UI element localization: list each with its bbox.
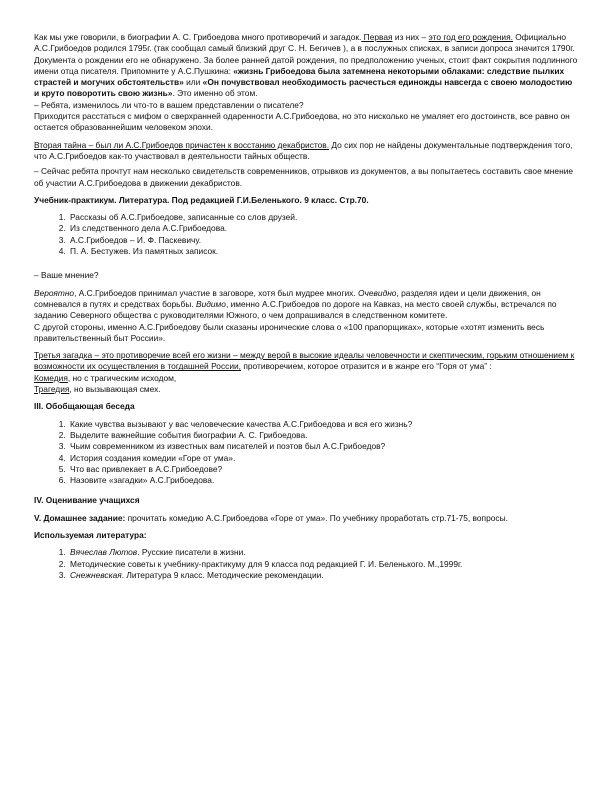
question-line: – Ребята, изменилось ли что-то в вашем представлении о писателе? [34,99,304,110]
pushkin-quote-1: «жизнь Грибоедова была затемнена некоторыми облаками: следствие пылких страстей и могучих обстоятельств» [34,65,565,88]
intro-text: Официально А.С.Грибоедов родился 1795г. (так сообщал самый близкий друг С. Н. Бегичев ), а в послужных списках, в записи допроса значится 1790г. Документа о рождении его не обнаружено. За более ранней датой рождения, по предположению ученых, стоит факт сокрытия подлинного имени отца писателя. Припомните у А.С.Пушкина: [34,32,578,76]
intro-first-label: Первая [361,32,393,42]
third-mystery-heading: Третья загадка – это противоречие всей его жизни – между верой в высокие идеалы человечности и скептическим, горьким отношением к возможности их осуществления в тогдашней России, [34,350,575,372]
section-heading: IV. Оценивание учащихся [34,495,140,506]
intro-paragraph [34,32,579,100]
list-item: 2. Выделите важнейшие события биографии А. С. Грибоедова. [68,430,579,441]
italic-word: Очевидно [358,287,397,298]
list-item [68,570,579,581]
list-item-text: . Русские писатели в жизни. [137,547,246,558]
third-mystery-paragraph [34,350,579,373]
literature-list [34,547,579,581]
paragraph-text: противоречием, которое отразится и в жанре его “Горя от ума” : [241,361,492,372]
genre-text: , но вызывающая смех. [69,384,161,395]
homework-text: прочитать комедию А.С.Грибоедова «Горе от ума». По учебнику проработать стр.71-75, вопросы. [125,512,508,523]
list-item: 1. Рассказы об А.С.Грибоедове, записанные со слов друзей. [68,212,579,223]
paragraph: С другой стороны, именно А.С.Грибоедову были сказаны иронические слова о «100 прапорщиках», которые «хотят изменить весь правительственный быт России». [34,321,545,343]
homework-label: V. Домашнее задание: [34,512,126,523]
list-item: 5. Что вас привлекает в А.С.Грибоедове? [68,464,579,475]
paragraph: Приходится расстаться с мифом о сверхранней одаренности А.С.Грибоедова, но это нисколько не умаляет его достоинств, все равно он остается образованнейшим человеком эпохи. [34,111,570,133]
list-item: 4. П. А. Бестужев. Из памятных записок. [68,246,579,257]
intro-birth-year-label: это год его рождения. [428,32,513,42]
genre-text: , но с трагическим исходом, [67,372,177,383]
second-mystery-heading: Вторая тайна – был ли А.С.Грибоедов причастен к восстанию декабристов. [34,139,330,150]
list-item: 3. А.С.Грибоедов – И. Ф. Паскевичу. [68,235,579,246]
pushkin-quote-2: «Он почувствовал необходимость расчесться единожды навсегда с своею молодостию и круто поворотить свою жизнь» [34,77,573,99]
discussion-list [34,419,579,487]
genre-line [34,373,579,384]
question-line: – Ваше мнение? [34,270,99,281]
italic-word: Вероятно [34,287,75,298]
genre-comedy-label: Комедия [34,372,68,383]
list-item: 1. Какие чувства вызывают у вас человеческие качества А.С.Грибоедова и вся его жизнь? [68,419,579,430]
paragraph-text: , именно А.С.Грибоедов по дороге на Кавказ, на место своей службы, встречался по заданию Северного общества с руководителями Южного, о чем допрашивался в следственном комитете. [34,298,557,321]
list-item: 2. Из следственного дела А.С.Грибоедова. [68,223,579,234]
list-item: 6. Назовите «загадки» А.С.Грибоедова. [68,475,579,486]
second-mystery-paragraph [34,140,579,163]
document-page [34,32,579,581]
author-name: Вячеслав Лютов [70,547,138,558]
list-item: 4. История создания комедии «Горе от ума». [68,453,579,464]
genre-line [34,384,579,395]
textbook-list [34,212,579,257]
opinion-paragraph [34,288,579,322]
paragraph: – Сейчас ребята прочтут нам несколько свидетельств современников, отрывков из документов, а вы попытаетесь составить свое мнение об участии А.С.Грибоедова в движении декабристов. [34,166,574,188]
list-item-text: . Литература 9 класс. Методические рекомендации. [121,569,324,580]
homework-paragraph [34,513,579,524]
author-name: Снежневская [70,569,122,580]
list-item [68,547,579,558]
textbook-title: Учебник-практикум. Литература. Под редакцией Г.И.Беленького. 9 класс. Стр.70. [34,194,369,205]
italic-word: Видимо [196,298,226,309]
intro-text: . Это именно об этом. [172,88,258,99]
intro-text: или [183,77,203,88]
intro-text: из них – [392,32,429,42]
section-heading: III. Обобщающая беседа [34,401,135,412]
genre-tragedy-label: Трагедия [34,384,70,395]
paragraph-text: До сих пор не найдены документальные подтверждения того, что А.С.Грибоедов как-то участвовал в деятельности тайных обществ. [34,139,573,161]
paragraph-text: , А.С.Грибоедов принимал участие в заговоре, хотя был мудрее многих. [74,287,359,298]
list-item: 3. Чьим современником из известных вам писателей и поэтов был А.С.Грибоедов? [68,441,579,452]
paragraph-text: , разделяя идеи и цели движения, он сомневался в путях и средствах борьбы. [34,287,541,309]
section-heading: Используемая литература: [34,529,147,540]
intro-text: Как мы уже говорили, в биографии А. С. Грибоедова много противоречий и загадок. [34,32,362,42]
list-item: 2. Методические советы к учебнику-практикуму для 9 класса под редакцией Г. И. Беленького. М.,1999г. [68,559,579,570]
